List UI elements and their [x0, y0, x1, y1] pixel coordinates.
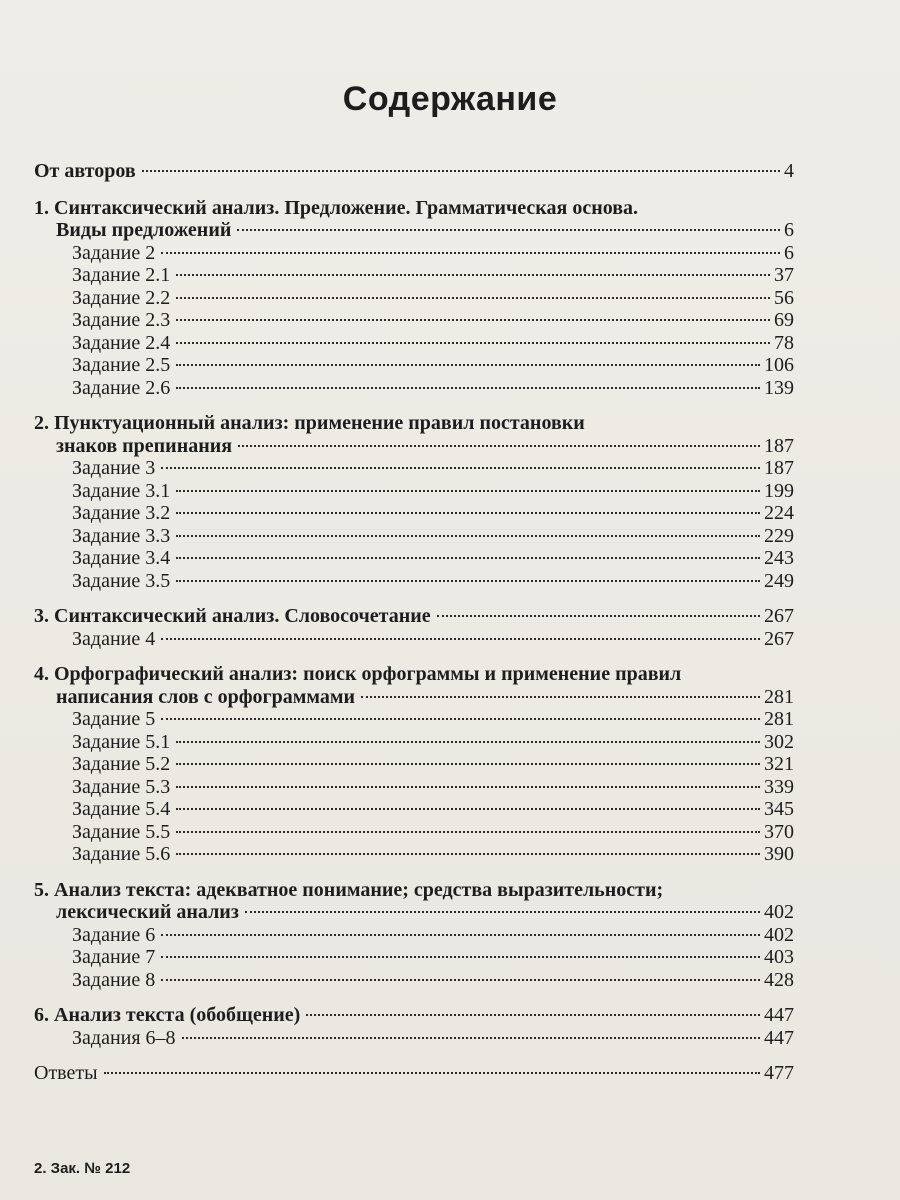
- print-signature: 2. Зак. № 212: [34, 1160, 131, 1177]
- toc-task-entry[interactable]: [34, 731, 794, 754]
- dot-leader: [176, 786, 760, 788]
- task-label: Задание 2.3: [72, 309, 171, 331]
- dot-leader: [176, 512, 760, 514]
- toc-page-number: 187: [764, 457, 794, 479]
- task-label: Задание 2: [72, 241, 156, 264]
- toc-task-entry[interactable]: [34, 843, 794, 866]
- task-label: Задание 2.1: [72, 264, 171, 286]
- toc-page-number: 428: [764, 968, 794, 991]
- toc-page-number: 229: [764, 524, 794, 547]
- toc-task-entry[interactable]: [34, 547, 794, 570]
- toc-page-number: 6: [784, 241, 794, 264]
- dot-leader: [237, 229, 780, 231]
- task-label: Задание 3: [72, 457, 156, 479]
- section-3-entry[interactable]: [34, 605, 794, 628]
- toc-task-entry[interactable]: [34, 377, 794, 400]
- task-label: Задание 5.3: [72, 775, 171, 798]
- task-label: Задание 3.5: [72, 569, 171, 592]
- dot-leader: [437, 615, 760, 617]
- toc-task-entry[interactable]: [34, 946, 794, 969]
- dot-leader: [176, 741, 760, 743]
- task-label: Задание 5: [72, 708, 156, 730]
- toc-page-number: 281: [764, 685, 794, 708]
- toc-page-number: 302: [764, 730, 794, 753]
- section-6-title: 6. Анализ текста (обобщение): [34, 1004, 301, 1026]
- toc-task-entry[interactable]: [34, 287, 794, 310]
- toc-task-entry[interactable]: [34, 480, 794, 503]
- dot-leader: [161, 638, 760, 640]
- task-label: Задание 5.1: [72, 730, 171, 753]
- toc-page-number: 267: [764, 627, 794, 650]
- section-1-title[interactable]: 1. Синтаксический анализ. Предложение. Грамматическая основа.: [34, 196, 639, 219]
- dot-leader: [176, 274, 770, 276]
- dot-leader: [176, 557, 760, 559]
- task-label: Задание 2.6: [72, 376, 171, 399]
- toc-page-number: 249: [764, 569, 794, 592]
- section-5-entry[interactable]: [34, 901, 794, 924]
- toc-page-number: 370: [764, 820, 794, 843]
- section-3-title: 3. Синтаксический анализ. Словосочетание: [34, 605, 431, 627]
- dot-leader: [176, 831, 760, 833]
- dot-leader: [176, 763, 760, 765]
- toc-page-number: 69: [774, 309, 794, 331]
- task-label: Задание 7: [72, 946, 156, 968]
- section-2-entry[interactable]: [34, 435, 794, 458]
- toc-page-number: 403: [764, 946, 794, 968]
- toc-page-number: 106: [764, 354, 794, 376]
- toc-task-entry[interactable]: [34, 776, 794, 799]
- task-label: Задание 2.4: [72, 331, 171, 354]
- toc-page-number: 199: [764, 479, 794, 502]
- section-2-title[interactable]: 2. Пунктуационный анализ: применение правил постановки: [34, 412, 585, 434]
- toc-page-number: 267: [764, 605, 794, 627]
- dot-leader: [104, 1072, 760, 1074]
- toc-page-number: 281: [764, 708, 794, 730]
- toc-task-entry[interactable]: [34, 242, 794, 265]
- toc-page-number: 6: [784, 219, 794, 241]
- section-4-title[interactable]: 4. Орфографический анализ: поиск орфограммы и применение правил: [34, 663, 682, 685]
- task-label: Задание 5.6: [72, 843, 171, 865]
- toc-task-entry[interactable]: [34, 354, 794, 377]
- toc-page-number: 139: [764, 376, 794, 399]
- dot-leader: [176, 342, 770, 344]
- toc-task-entry[interactable]: [34, 969, 794, 992]
- dot-leader: [182, 1037, 760, 1039]
- section-1-title-line2: Виды предложений: [56, 219, 232, 241]
- dot-leader: [176, 490, 760, 492]
- toc-entry-intro[interactable]: [34, 160, 794, 183]
- task-label: Задание 5.4: [72, 798, 171, 820]
- toc-task-entry[interactable]: [34, 924, 794, 947]
- toc-entry-answers[interactable]: [34, 1062, 794, 1085]
- task-label: Задание 3.3: [72, 524, 171, 547]
- dot-leader: [176, 364, 760, 366]
- dot-leader: [361, 696, 760, 698]
- dot-leader: [176, 297, 770, 299]
- dot-leader: [176, 387, 760, 389]
- dot-leader: [142, 170, 780, 172]
- toc-page-number: 187: [764, 434, 794, 457]
- dot-leader: [238, 445, 760, 447]
- dot-leader: [176, 580, 760, 582]
- task-label: Задание 3.1: [72, 479, 171, 502]
- toc-page-number: 390: [764, 843, 794, 865]
- section-2-title-line2: знаков препинания: [56, 434, 233, 457]
- table-of-contents: [34, 160, 794, 1085]
- task-label: Задание 2.5: [72, 354, 171, 376]
- page-title: Содержание: [342, 80, 558, 118]
- toc-task-entry[interactable]: [34, 628, 794, 651]
- toc-page-number: 402: [764, 901, 794, 923]
- toc-page-number: 447: [764, 1026, 794, 1049]
- toc-task-entry[interactable]: [34, 332, 794, 355]
- toc-task-entry[interactable]: [34, 309, 794, 332]
- toc-task-entry[interactable]: [34, 1027, 794, 1050]
- toc-entry-label: От авторов: [34, 160, 136, 182]
- toc-page-number: 402: [764, 923, 794, 946]
- toc-task-entry[interactable]: [34, 821, 794, 844]
- dot-leader: [176, 535, 760, 537]
- dot-leader: [176, 808, 760, 810]
- toc-task-entry[interactable]: [34, 798, 794, 821]
- toc-page-number: 4: [784, 160, 794, 182]
- toc-task-entry[interactable]: [34, 708, 794, 731]
- toc-entry-label: Ответы: [34, 1062, 98, 1084]
- task-label: Задание 3.4: [72, 547, 171, 569]
- section-5-title[interactable]: 5. Анализ текста: адекватное понимание; средства выразительности;: [34, 878, 664, 901]
- section-6-entry[interactable]: [34, 1004, 794, 1027]
- dot-leader: [161, 718, 760, 720]
- toc-page-number: 345: [764, 798, 794, 820]
- toc-page-number: 339: [764, 775, 794, 798]
- dot-leader: [161, 979, 760, 981]
- task-label: Задания 6–8: [72, 1026, 176, 1049]
- toc-page-number: 56: [774, 286, 794, 309]
- dot-leader: [161, 956, 760, 958]
- toc-task-entry[interactable]: [34, 502, 794, 525]
- toc-task-entry[interactable]: [34, 457, 794, 480]
- task-label: Задание 8: [72, 968, 156, 991]
- toc-page-number: 37: [774, 264, 794, 286]
- section-5-title-line2: лексический анализ: [56, 901, 239, 923]
- task-label: Задание 5.5: [72, 820, 171, 843]
- toc-task-entry[interactable]: [34, 753, 794, 776]
- section-4-title-line2: написания слов с орфограммами: [56, 685, 355, 708]
- toc-page-number: 243: [764, 547, 794, 569]
- dot-leader: [161, 934, 760, 936]
- toc-page-number: 447: [764, 1004, 794, 1026]
- dot-leader: [176, 319, 770, 321]
- toc-task-entry[interactable]: [34, 264, 794, 287]
- task-label: Задание 6: [72, 923, 156, 946]
- section-1-entry[interactable]: [34, 219, 794, 242]
- dot-leader: [176, 853, 760, 855]
- toc-task-entry[interactable]: [34, 570, 794, 593]
- toc-page-number: 321: [764, 753, 794, 775]
- task-label: Задание 5.2: [72, 753, 171, 775]
- toc-page-number: 224: [764, 502, 794, 524]
- section-4-entry[interactable]: [34, 686, 794, 709]
- toc-task-entry[interactable]: [34, 525, 794, 548]
- dot-leader: [161, 467, 760, 469]
- dot-leader: [306, 1014, 760, 1016]
- task-label: Задание 2.2: [72, 286, 171, 309]
- task-label: Задание 3.2: [72, 502, 171, 524]
- dot-leader: [245, 911, 760, 913]
- dot-leader: [161, 252, 780, 254]
- toc-page-number: 477: [764, 1062, 794, 1084]
- toc-page-number: 78: [774, 331, 794, 354]
- task-label: Задание 4: [72, 627, 156, 650]
